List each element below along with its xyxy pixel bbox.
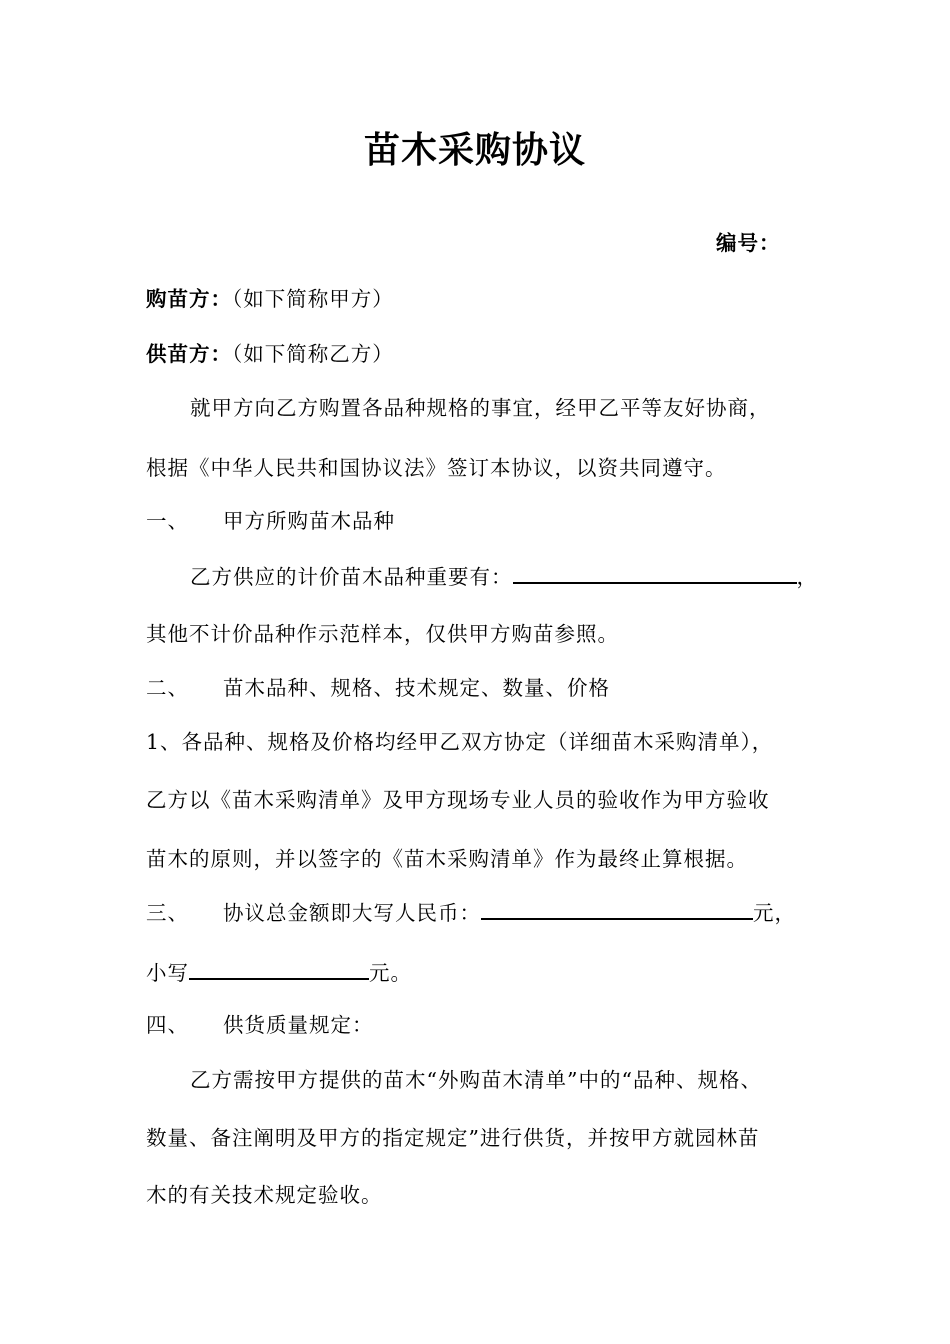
section-1-title: 甲方所购苗木品种 xyxy=(223,509,395,533)
buyer-label: 购苗方： xyxy=(146,287,232,311)
section-4-title: 供货质量规定： xyxy=(223,1013,374,1037)
section-2-heading xyxy=(146,671,610,701)
section-4-line-3: 木的有关技术规定验收。 xyxy=(146,1183,383,1207)
supplier-label: 供苗方： xyxy=(146,342,232,366)
section-1-line-1 xyxy=(190,560,818,590)
document-title: 苗木采购协议 xyxy=(363,130,586,171)
section-1-line-2: 其他不计价品种作示范样本，仅供甲方购苗参照。 xyxy=(146,622,619,646)
section-3-line-2 xyxy=(146,956,412,986)
section-2-line-2: 乙方以《苗木采购清单》及甲方现场专业人员的验收作为甲方验收 xyxy=(146,788,770,812)
amount-words-blank xyxy=(481,896,753,920)
section-4-line-2: 数量、备注阐明及甲方的指定规定”进行供货，并按甲方就园林苗 xyxy=(146,1126,760,1150)
section-3-heading xyxy=(146,896,796,926)
section-2-title: 苗木品种、规格、技术规定、数量、价格 xyxy=(223,676,610,700)
section-3-after-blank: 元， xyxy=(753,901,796,925)
section-1-heading xyxy=(146,504,395,534)
contract-number-label: 编号： xyxy=(716,231,781,255)
section-2-line-3: 苗木的原则，并以签字的《苗木采购清单》作为最终止算根据。 xyxy=(146,847,748,871)
section-4-number: 四、 xyxy=(146,1013,189,1037)
section-2-line-1: 1、各品种、规格及价格均经甲乙双方协定（详细苗木采购清单）， xyxy=(146,730,774,754)
section-3-number: 三、 xyxy=(146,901,189,925)
section-1-line-1-text: 乙方供应的计价苗木品种重要有： xyxy=(190,565,513,589)
section-1-number: 一、 xyxy=(146,509,189,533)
buyer-line xyxy=(146,282,394,312)
section-3-title: 协议总金额即大写人民币： xyxy=(223,901,481,925)
section-4-line-1: 乙方需按甲方提供的苗木“外购苗木清单”中的“品种、规格、 xyxy=(190,1068,762,1092)
supplier-line xyxy=(146,337,394,367)
intro-line-2: 根据《中华人民共和国协议法》签订本协议，以资共同遵守。 xyxy=(146,456,727,480)
buyer-note: （如下简称甲方） xyxy=(232,287,394,311)
section-1-line-1-end: ， xyxy=(796,565,818,589)
supplier-note: （如下简称乙方） xyxy=(232,342,394,366)
intro-line-1: 就甲方向乙方购置各品种规格的事宜，经甲乙平等友好协商， xyxy=(190,396,771,420)
amount-figures-label: 小写 xyxy=(146,961,189,985)
varieties-blank xyxy=(513,560,797,584)
amount-figures-blank xyxy=(189,956,369,980)
section-2-number: 二、 xyxy=(146,676,189,700)
section-4-heading xyxy=(146,1008,374,1038)
section-3-line-2-end: 元。 xyxy=(369,961,412,985)
